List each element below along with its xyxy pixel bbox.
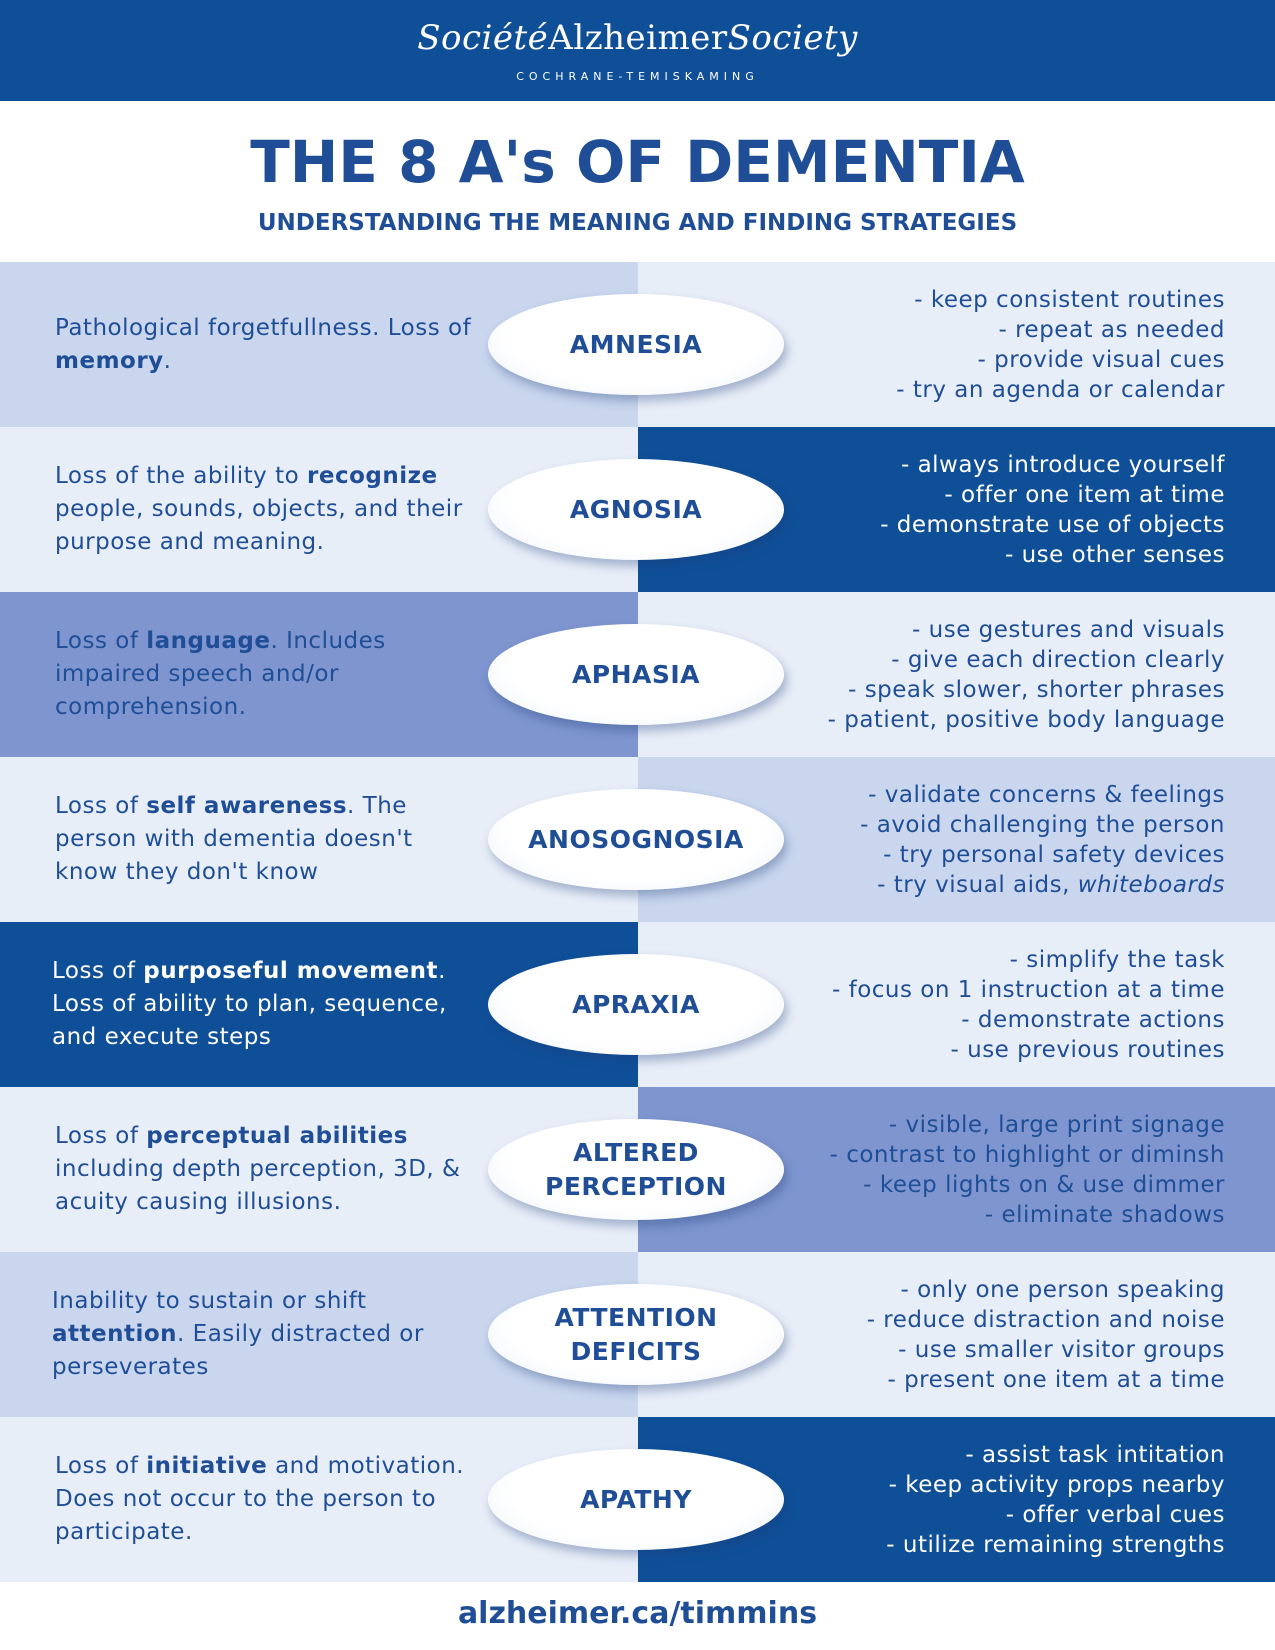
strategy-item: - reduce distraction and noise	[866, 1306, 1225, 1333]
society-logo: SociétéAlzheimerSociety	[417, 18, 858, 58]
row-anosognosia	[0, 757, 1275, 922]
row-altered-perception	[0, 1087, 1275, 1252]
website-link[interactable]: alzheimer.ca/timmins	[457, 1596, 818, 1631]
strategy-item: - present one item at a time	[887, 1366, 1225, 1393]
page-subtitle: UNDERSTANDING THE MEANING AND FINDING STRATEGIES	[257, 210, 1018, 236]
strategy-item: - demonstrate actions	[961, 1006, 1225, 1033]
strategy-item: - always introduce yourself	[900, 451, 1225, 478]
strategy-item: - use smaller visitor groups	[898, 1336, 1225, 1363]
strategy-item: - avoid challenging the person	[860, 811, 1225, 838]
strategy-item: - keep activity props nearby	[888, 1471, 1225, 1498]
strategy-item: - speak slower, shorter phrases	[848, 676, 1225, 703]
strategy-item: - try visual aids, whiteboards	[877, 871, 1225, 898]
strategy-item: - offer verbal cues	[1005, 1501, 1225, 1528]
description-text: Loss of self awareness. The person with dementia doesn't know they don't know	[55, 793, 413, 885]
description-text: Loss of language. Includes impaired speech and/or comprehension.	[55, 628, 386, 720]
term-oval: ANOSOGNOSIA	[488, 789, 784, 890]
description-text: Inability to sustain or shift attention. Easily distracted or perseverates	[52, 1288, 424, 1380]
term-oval: APATHY	[488, 1449, 784, 1550]
strategy-item: - repeat as needed	[998, 316, 1225, 343]
page-title: THE 8 A's OF DEMENTIA	[250, 128, 1025, 196]
strategy-item: - offer one item at time	[944, 481, 1225, 508]
strategy-item: - utilize remaining strengths	[886, 1531, 1225, 1558]
strategy-item: - demonstrate use of objects	[880, 511, 1225, 538]
strategy-item: - use gestures and visuals	[912, 616, 1225, 643]
term-oval: AMNESIA	[488, 294, 784, 395]
term-oval: AGNOSIA	[488, 459, 784, 560]
dementia-table	[0, 262, 1275, 1582]
row-attention-deficits	[0, 1252, 1275, 1417]
strategy-item: - provide visual cues	[977, 346, 1225, 373]
strategy-item: - validate concerns & feelings	[868, 781, 1225, 808]
term-oval: ALTERED PERCEPTION	[488, 1119, 784, 1220]
strategy-item: - keep consistent routines	[914, 286, 1225, 313]
strategy-item: - assist task intitation	[965, 1441, 1225, 1468]
chapter-name: COCHRANE-TEMISKAMING	[516, 70, 759, 83]
term-oval: ATTENTION DEFICITS	[488, 1284, 784, 1385]
row-aphasia	[0, 592, 1275, 757]
strategy-item: - only one person speaking	[900, 1276, 1225, 1303]
header-banner	[0, 0, 1275, 101]
strategy-item: - focus on 1 instruction at a time	[831, 976, 1225, 1003]
strategy-item: - visible, large print signage	[888, 1111, 1225, 1138]
strategy-item: - contrast to highlight or diminsh	[829, 1141, 1225, 1168]
strategy-item: - keep lights on & use dimmer	[863, 1171, 1225, 1198]
row-apathy	[0, 1417, 1275, 1582]
description-text: Loss of initiative and motivation. Does not occur to the person to participate.	[55, 1453, 465, 1545]
strategy-item: - eliminate shadows	[984, 1201, 1225, 1228]
strategy-item: - try personal safety devices	[883, 841, 1225, 868]
term-oval: APHASIA	[488, 624, 784, 725]
description-text: Loss of the ability to recognize people, sounds, objects, and their purpose and meaning.	[55, 463, 463, 555]
strategy-item: - use previous routines	[950, 1036, 1225, 1063]
description-text: Loss of purposeful movement. Loss of ability to plan, sequence, and execute steps	[52, 958, 447, 1050]
strategy-item: - give each direction clearly	[891, 646, 1225, 673]
description-text: Pathological forgetfullness. Loss of memory.	[55, 314, 472, 374]
strategy-item: - try an agenda or calendar	[896, 376, 1225, 403]
strategy-item: - simplify the task	[1009, 946, 1225, 973]
row-amnesia	[0, 262, 1275, 427]
row-apraxia	[0, 922, 1275, 1087]
row-agnosia	[0, 427, 1275, 592]
strategy-item: - patient, positive body language	[827, 706, 1225, 733]
term-oval: APRAXIA	[488, 954, 784, 1055]
description-text: Loss of perceptual abilities including depth perception, 3D, & acuity causing illusions.	[55, 1123, 461, 1215]
strategy-item: - use other senses	[1004, 541, 1225, 568]
